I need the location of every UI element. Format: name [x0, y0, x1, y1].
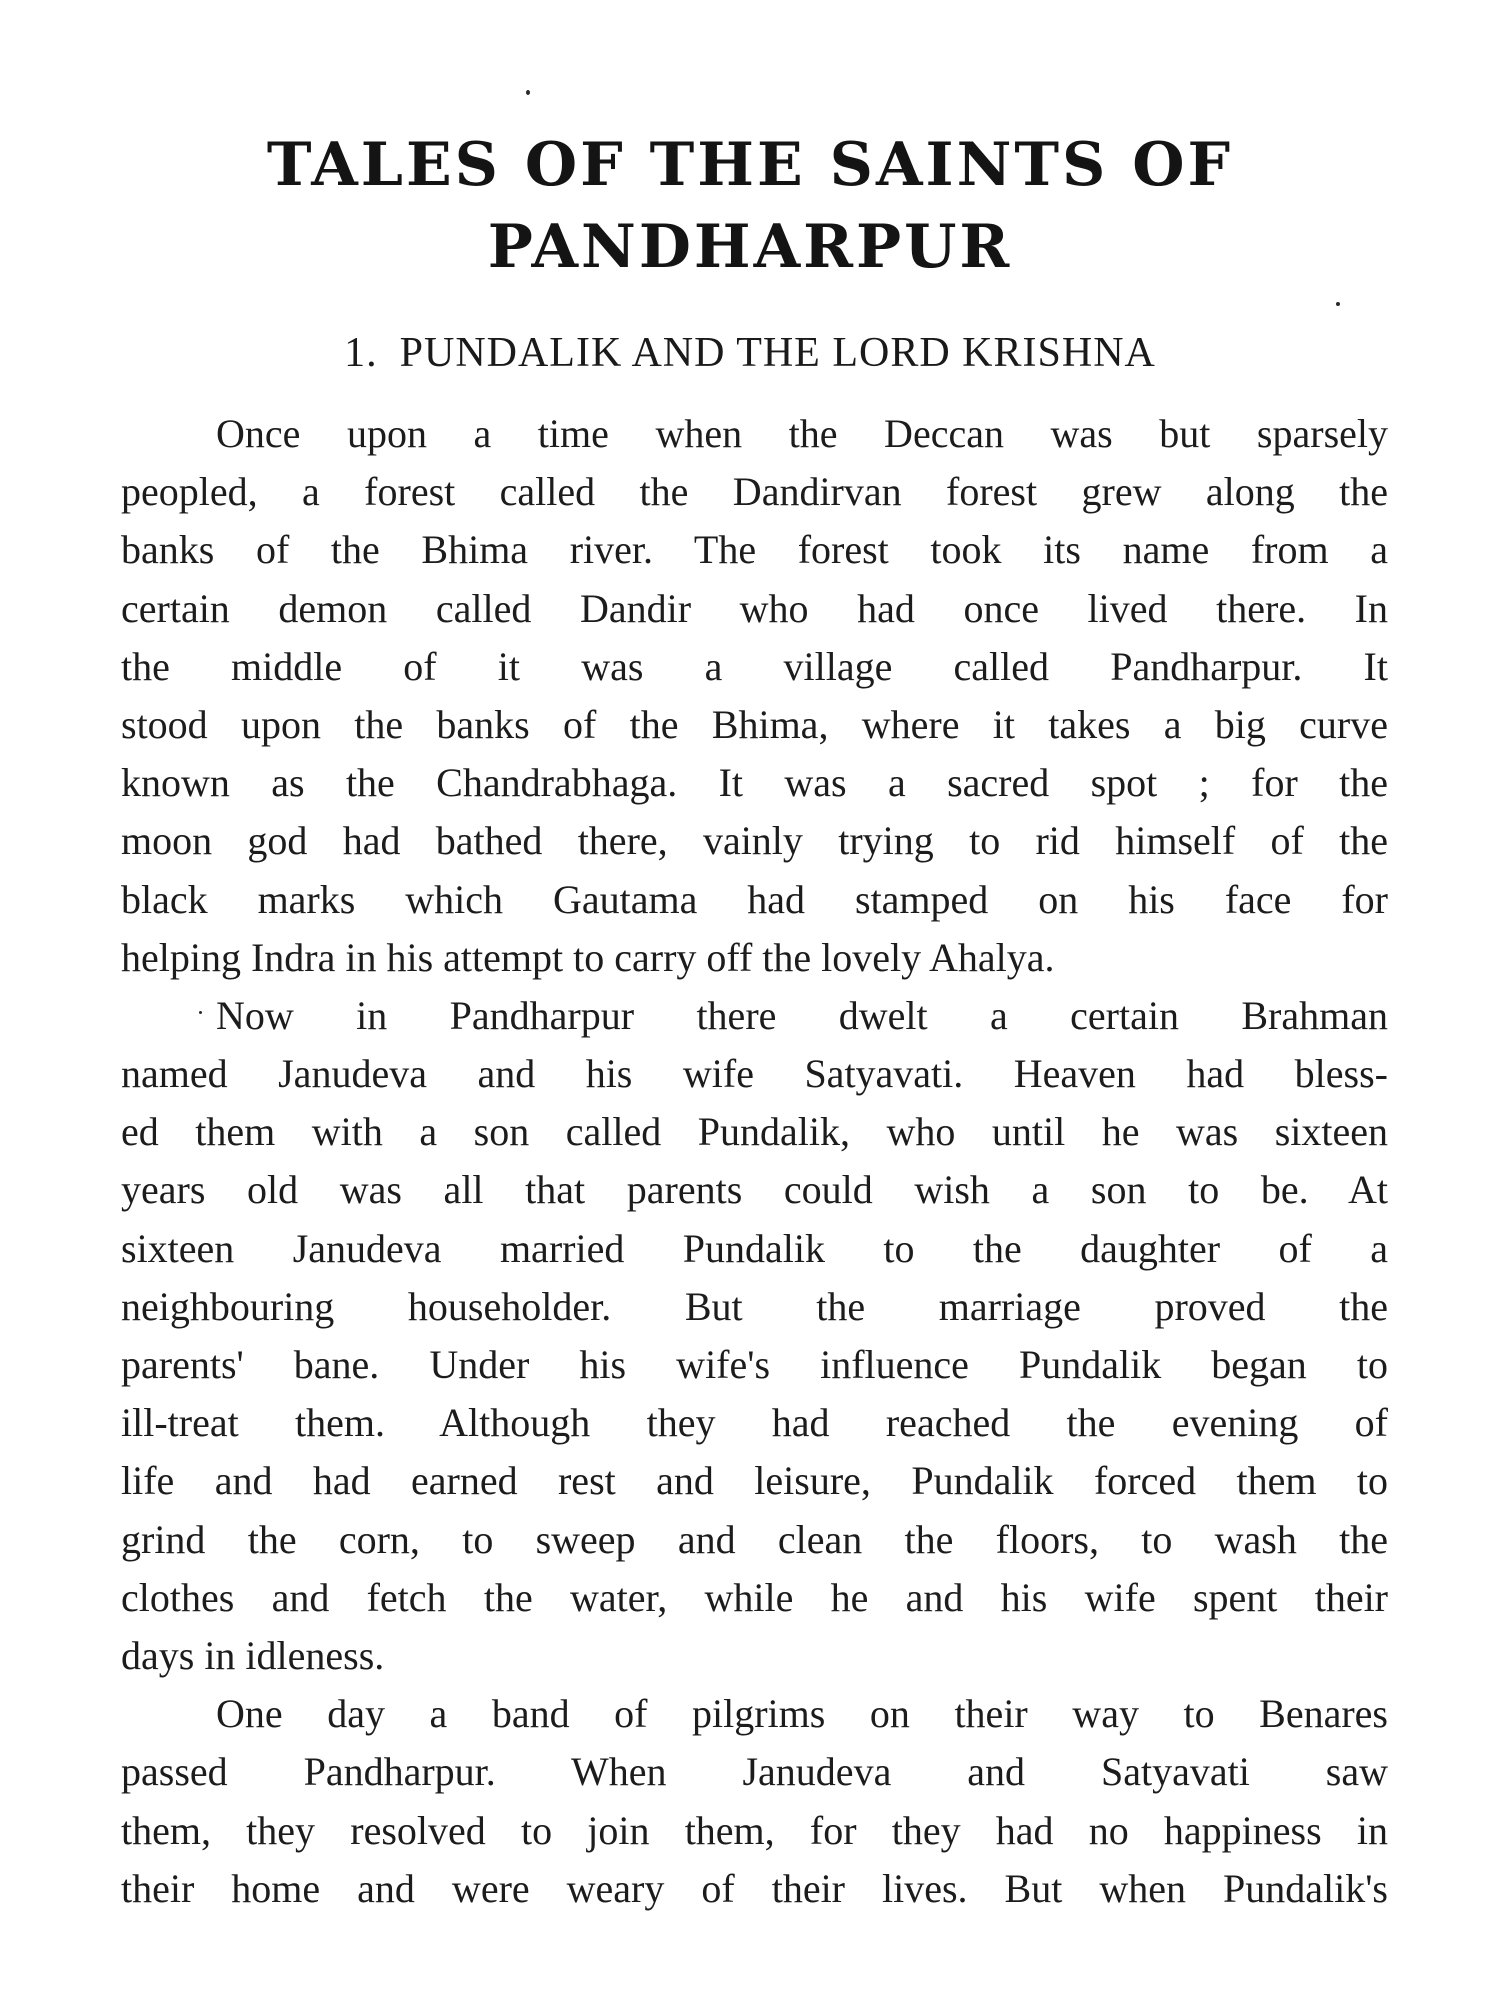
- scan-speck: [526, 90, 530, 95]
- text-line: moon god had bathed there, vainly trying to rid himself of the: [121, 818, 1388, 864]
- text-line: their home and were weary of their lives. But when Pundalik's: [121, 1865, 1388, 1911]
- book-title-line-2: PANDHARPUR: [487, 212, 1013, 282]
- text-line: black marks which Gautama had stamped on his face for: [121, 876, 1388, 922]
- text-line: Once upon a time when the Deccan was but sparsely: [216, 411, 1388, 456]
- chapter-heading: [0, 332, 1500, 374]
- text-line: Now in Pandharpur there dwelt a certain Brahman: [216, 992, 1388, 1038]
- body-text: [121, 405, 1388, 1918]
- text-line: neighbouring householder. But the marriage proved the: [121, 1283, 1388, 1329]
- text-line: certain demon called Dandir who had once lived there. In: [121, 585, 1388, 631]
- text-line: sixteen Janudeva married Pundalik to the daughter of a: [121, 1225, 1388, 1271]
- text-line: parents' bane. Under his wife's influence Pundalik began to: [121, 1342, 1388, 1387]
- text-line: passed Pandharpur. When Janudeva and Satyavati saw: [121, 1749, 1388, 1795]
- chapter-number: 1.: [344, 330, 378, 376]
- text-line: banks of the Bhima river. The forest took its name from a: [121, 527, 1388, 573]
- scan-speck: [1336, 302, 1340, 306]
- text-line: stood upon the banks of the Bhima, where it takes a big curve: [121, 701, 1388, 747]
- text-line: helping Indra in his attempt to carry off the lovely Ahalya.: [121, 934, 1055, 980]
- text-line: the middle of it was a village called Pandharpur. It: [121, 643, 1388, 689]
- text-line: ill-treat them. Although they had reached the evening of: [121, 1400, 1388, 1446]
- text-line: One day a band of pilgrims on their way to Benares: [216, 1691, 1388, 1737]
- text-line: ed them with a son called Pundalik, who until he was sixteen: [121, 1109, 1388, 1155]
- chapter-title: PUNDALIK AND THE LORD KRISHNA: [399, 330, 1156, 376]
- text-line: named Janudeva and his wife Satyavati. Heaven had bless-: [121, 1051, 1388, 1097]
- text-line: years old was all that parents could wish a son to be. At: [121, 1167, 1388, 1213]
- text-line: days in idleness.: [121, 1632, 385, 1678]
- text-line: peopled, a forest called the Dandirvan forest grew along the: [121, 469, 1388, 515]
- text-line: them, they resolved to join them, for they had no happiness in: [121, 1807, 1388, 1853]
- text-line: clothes and fetch the water, while he and his wife spent their: [121, 1574, 1388, 1620]
- text-line: life and had earned rest and leisure, Pundalik forced them to: [121, 1458, 1388, 1504]
- text-line: known as the Chandrabhaga. It was a sacred spot ; for the: [121, 760, 1388, 806]
- scan-speck: [199, 1011, 202, 1014]
- book-title-line-1: TALES OF THE SAINTS OF: [266, 130, 1234, 200]
- text-line: grind the corn, to sweep and clean the floors, to wash the: [121, 1516, 1388, 1562]
